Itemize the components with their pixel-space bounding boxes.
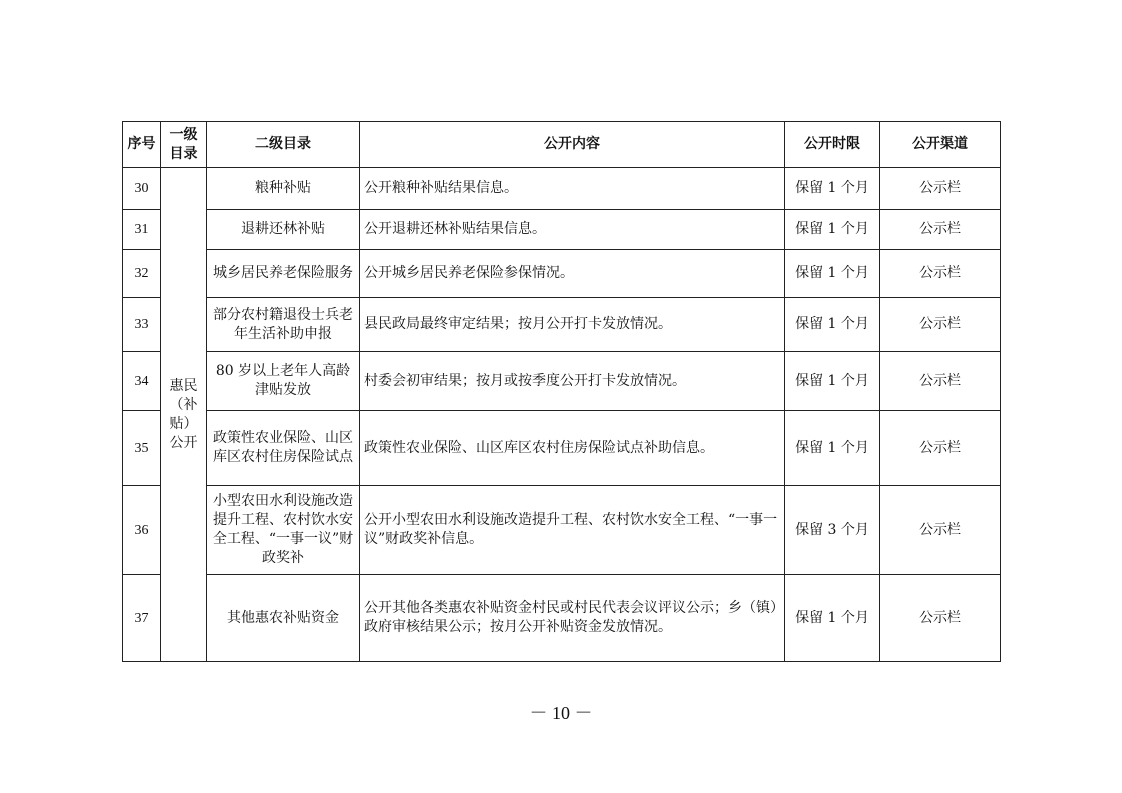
level2-item: 退耕还林补贴: [207, 210, 360, 250]
disclosure-time: 保留 1 个月: [785, 411, 880, 486]
row-number: 33: [123, 298, 161, 352]
row-number: 30: [123, 168, 161, 210]
disclosure-channel: 公示栏: [880, 168, 1001, 210]
disclosure-time: 保留 3 个月: [785, 486, 880, 575]
header-channel: 公开渠道: [880, 122, 1001, 168]
disclosure-time: 保留 1 个月: [785, 298, 880, 352]
header-level1: 一级目录: [161, 122, 207, 168]
table-row: [123, 352, 1001, 411]
header-content: 公开内容: [360, 122, 785, 168]
page-number: － 10 －: [529, 703, 593, 723]
row-number: 31: [123, 210, 161, 250]
row-number: 36: [123, 486, 161, 575]
row-number: 32: [123, 250, 161, 298]
table-row: [123, 168, 1001, 210]
header-time: 公开时限: [785, 122, 880, 168]
disclosure-table: [122, 121, 1001, 662]
disclosure-content: 村委会初审结果；按月或按季度公开打卡发放情况。: [360, 352, 785, 411]
header-seq: 序号: [123, 122, 161, 168]
disclosure-channel: 公示栏: [880, 298, 1001, 352]
disclosure-time: 保留 1 个月: [785, 575, 880, 662]
level2-item: 小型农田水利设施改造提升工程、农村饮水安全工程、“一事一议”财政奖补: [207, 486, 360, 575]
disclosure-channel: 公示栏: [880, 486, 1001, 575]
table-header-row: [123, 122, 1001, 168]
level2-item: 其他惠农补贴资金: [207, 575, 360, 662]
disclosure-content: 政策性农业保险、山区库区农村住房保险试点补助信息。: [360, 411, 785, 486]
table-row: [123, 298, 1001, 352]
table-row: [123, 486, 1001, 575]
row-number: 37: [123, 575, 161, 662]
row-number: 35: [123, 411, 161, 486]
table-row: [123, 250, 1001, 298]
disclosure-time: 保留 1 个月: [785, 168, 880, 210]
level2-item: 80 岁以上老年人高龄津贴发放: [207, 352, 360, 411]
disclosure-content: 公开其他各类惠农补贴资金村民或村民代表会议评议公示；乡（镇）政府审核结果公示；按月公开补贴资金发放情况。: [360, 575, 785, 662]
disclosure-time: 保留 1 个月: [785, 210, 880, 250]
header-level2: 二级目录: [207, 122, 360, 168]
table-row: [123, 575, 1001, 662]
disclosure-channel: 公示栏: [880, 210, 1001, 250]
disclosure-content: 县民政局最终审定结果；按月公开打卡发放情况。: [360, 298, 785, 352]
disclosure-channel: 公示栏: [880, 250, 1001, 298]
level2-item: 部分农村籍退役士兵老年生活补助申报: [207, 298, 360, 352]
disclosure-time: 保留 1 个月: [785, 352, 880, 411]
disclosure-content: 公开粮种补贴结果信息。: [360, 168, 785, 210]
level2-item: 粮种补贴: [207, 168, 360, 210]
disclosure-time: 保留 1 个月: [785, 250, 880, 298]
row-number: 34: [123, 352, 161, 411]
category-cell: 惠民（补贴）公开: [161, 168, 207, 662]
disclosure-channel: 公示栏: [880, 411, 1001, 486]
disclosure-content: 公开城乡居民养老保险参保情况。: [360, 250, 785, 298]
disclosure-channel: 公示栏: [880, 575, 1001, 662]
disclosure-content: 公开小型农田水利设施改造提升工程、农村饮水安全工程、“一事一议”财政奖补信息。: [360, 486, 785, 575]
disclosure-content: 公开退耕还林补贴结果信息。: [360, 210, 785, 250]
table-row: [123, 411, 1001, 486]
disclosure-channel: 公示栏: [880, 352, 1001, 411]
table-row: [123, 210, 1001, 250]
level2-item: 城乡居民养老保险服务: [207, 250, 360, 298]
level2-item: 政策性农业保险、山区库区农村住房保险试点: [207, 411, 360, 486]
